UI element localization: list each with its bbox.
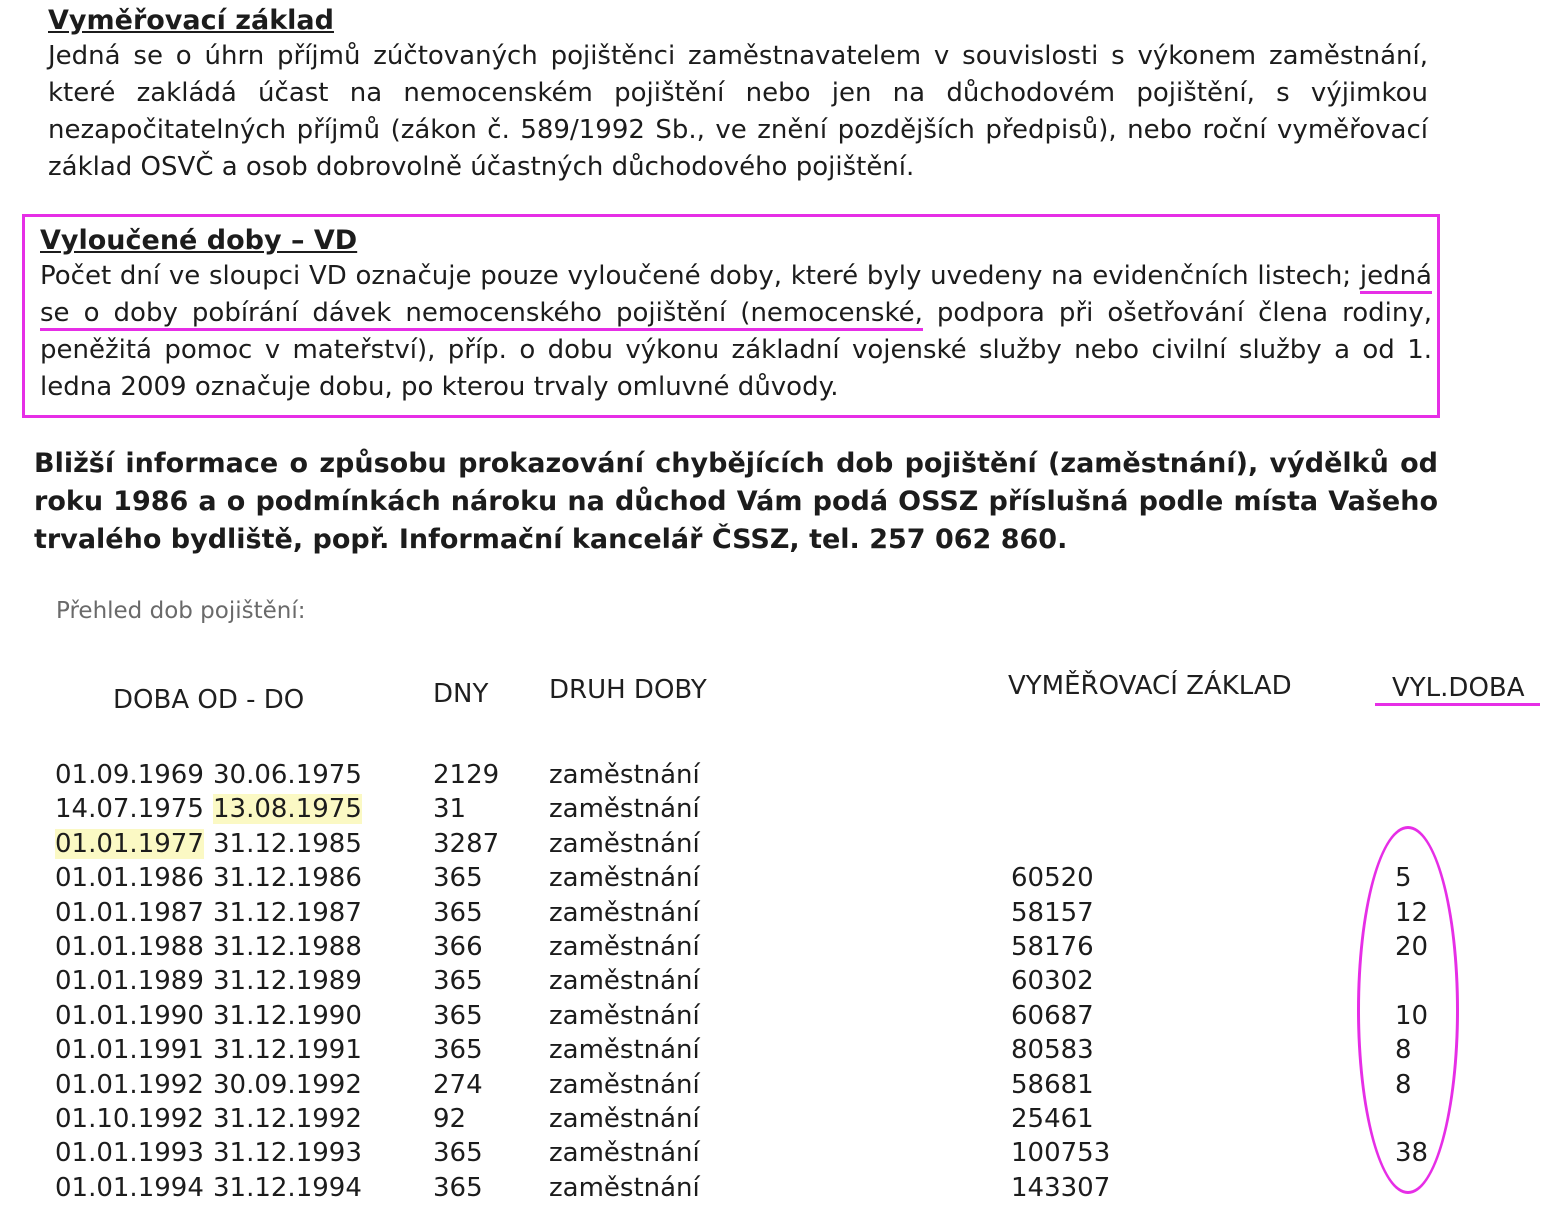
table-row	[0, 1035, 1560, 1069]
excluded-days-cell: 8	[1395, 1069, 1412, 1100]
period-type-cell: zaměstnání	[549, 1172, 700, 1203]
period-type-cell: zaměstnání	[549, 1138, 700, 1169]
date-to: 31.12.1993	[213, 1138, 362, 1169]
days-cell: 365	[433, 1172, 483, 1203]
period-type-cell: zaměstnání	[549, 1069, 700, 1100]
header-period: DOBA OD - DO	[113, 685, 305, 715]
table-row	[0, 863, 1560, 897]
excluded-days-cell: 20	[1395, 932, 1429, 962]
table-row	[0, 1001, 1560, 1035]
days-cell: 31	[433, 794, 467, 825]
date-from: 01.01.1988	[55, 932, 204, 962]
section-assessment-base	[48, 4, 1428, 186]
date-to: 31.12.1991	[213, 1035, 362, 1066]
period-type-cell: zaměstnání	[549, 863, 700, 894]
date-to: 31.12.1985	[213, 828, 362, 859]
days-cell: 2129	[433, 760, 500, 790]
date-from: 01.01.1993	[55, 1138, 204, 1169]
section-text-excluded-periods	[40, 258, 1432, 406]
assessment-base-cell: 58681	[1011, 1069, 1094, 1100]
excluded-column-circle	[1357, 826, 1459, 1194]
date-from: 01.01.1989	[55, 966, 204, 997]
table-row	[0, 966, 1560, 1000]
assessment-base-cell: 58176	[1011, 932, 1094, 962]
assessment-base-cell: 100753	[1011, 1138, 1111, 1169]
table-row	[0, 794, 1560, 828]
date-from: 01.01.1991	[55, 1035, 204, 1066]
section-title-assessment-base: Vyměřovací základ	[48, 5, 334, 36]
table-row	[0, 760, 1560, 794]
period-type-cell: zaměstnání	[549, 1000, 700, 1031]
assessment-base-cell: 58157	[1011, 897, 1094, 928]
days-cell: 366	[433, 932, 483, 962]
table-row	[0, 1070, 1560, 1104]
date-to: 31.12.1994	[213, 1172, 362, 1203]
date-from: 01.01.1986	[55, 863, 204, 894]
days-cell: 365	[433, 897, 483, 928]
days-cell: 92	[433, 1104, 467, 1134]
table-row	[0, 829, 1560, 863]
date-from: 01.10.1992	[55, 1104, 204, 1134]
date-to: 31.12.1987	[213, 897, 362, 928]
header-base: VYMĚŘOVACÍ ZÁKLAD	[1008, 671, 1292, 701]
table-row	[0, 898, 1560, 932]
period-type-cell: zaměstnání	[549, 1035, 700, 1066]
days-cell: 365	[433, 1000, 483, 1031]
period-type-cell: zaměstnání	[549, 932, 700, 962]
excluded-days-cell: 5	[1395, 863, 1412, 894]
text-part-2: podpora při ošetřování člena rodiny, peněžitá pomoc v mateřství), příp. o dobu výkonu základní vojenské služby nebo civilní služby a od 1. ledna 2009 označuje dobu, po kterou trvaly omluvné důvody.	[40, 298, 1432, 402]
date-from: 01.01.1992	[55, 1069, 204, 1100]
underlined-text: jedná se o doby pobírání dávek nemocenského pojištění (nemocenské,	[40, 261, 1432, 331]
days-cell: 274	[433, 1069, 483, 1100]
text-part-1: Počet dní ve sloupci VD označuje pouze vyloučené doby, které byly uvedeny na evidenčních listech;	[40, 261, 1360, 291]
excluded-days-cell: 10	[1395, 1000, 1429, 1031]
date-to: 30.09.1992	[213, 1069, 362, 1100]
period-type-cell: zaměstnání	[549, 760, 700, 790]
period-type-cell: zaměstnání	[549, 794, 700, 825]
header-type: DRUH DOBY	[549, 675, 707, 705]
date-to: 13.08.1975	[213, 794, 362, 825]
excluded-header-underline	[1375, 703, 1540, 706]
section-excluded-periods	[40, 224, 1432, 406]
excluded-days-cell: 12	[1395, 897, 1429, 928]
assessment-base-cell: 60520	[1011, 863, 1094, 894]
header-days: DNY	[433, 679, 489, 709]
header-excluded: VYL.DOBA	[1392, 673, 1525, 703]
date-to: 31.12.1992	[213, 1104, 362, 1134]
period-type-cell: zaměstnání	[549, 966, 700, 997]
date-to: 31.12.1986	[213, 863, 362, 894]
contact-info-text: Bližší informace o způsobu prokazování chybějících dob pojištění (zaměstnání), výdělků od roku 1986 a o podmínkách nároku na důchod Vám podá OSSZ příslušná podle místa Vašeho trvalého bydliště, popř. Informační kancelář ČSSZ, tel. 257 062 860.	[34, 448, 1438, 555]
date-from: 01.01.1990	[55, 1000, 204, 1031]
excluded-days-cell: 38	[1395, 1138, 1429, 1169]
date-to: 31.12.1989	[213, 966, 362, 997]
days-cell: 365	[433, 863, 483, 894]
date-from: 01.09.1969	[55, 760, 204, 790]
assessment-base-cell: 143307	[1011, 1172, 1111, 1203]
section-title-excluded-periods: Vyloučené doby – VD	[40, 225, 358, 256]
date-to: 31.12.1990	[213, 1000, 362, 1031]
table-row	[0, 1173, 1560, 1207]
section-text-assessment-base: Jedná se o úhrn příjmů zúčtovaných pojištěnci zaměstnavatelem v souvislosti s výkonem zaměstnání, které zakládá účast na nemocenském pojištění nebo jen na důchodovém pojištění, s výjimkou nezapočitatelných příjmů (zákon č. 589/1992 Sb., ve znění pozdějších předpisů), nebo roční vyměřovací základ OSVČ a osob dobrovolně účastných důchodového pojištění.	[48, 41, 1428, 182]
days-cell: 365	[433, 1035, 483, 1066]
period-type-cell: zaměstnání	[549, 897, 700, 928]
overview-label: Přehled dob pojištění:	[56, 598, 306, 624]
period-type-cell: zaměstnání	[549, 828, 700, 859]
excluded-days-cell: 8	[1395, 1035, 1412, 1066]
date-from: 01.01.1994	[55, 1172, 204, 1203]
assessment-base-cell: 60302	[1011, 966, 1094, 997]
days-cell: 365	[433, 1138, 483, 1169]
table-row	[0, 1104, 1560, 1138]
table-row	[0, 1138, 1560, 1172]
date-from: 01.01.1977	[55, 828, 204, 859]
assessment-base-cell: 80583	[1011, 1035, 1094, 1066]
assessment-base-cell: 60687	[1011, 1000, 1094, 1031]
date-to: 31.12.1988	[213, 932, 362, 962]
days-cell: 3287	[433, 828, 500, 859]
date-from: 01.01.1987	[55, 897, 204, 928]
table-row	[0, 932, 1560, 966]
days-cell: 365	[433, 966, 483, 997]
date-to: 30.06.1975	[213, 760, 362, 790]
date-from: 14.07.1975	[55, 794, 204, 825]
assessment-base-cell: 25461	[1011, 1104, 1094, 1134]
period-type-cell: zaměstnání	[549, 1104, 700, 1134]
